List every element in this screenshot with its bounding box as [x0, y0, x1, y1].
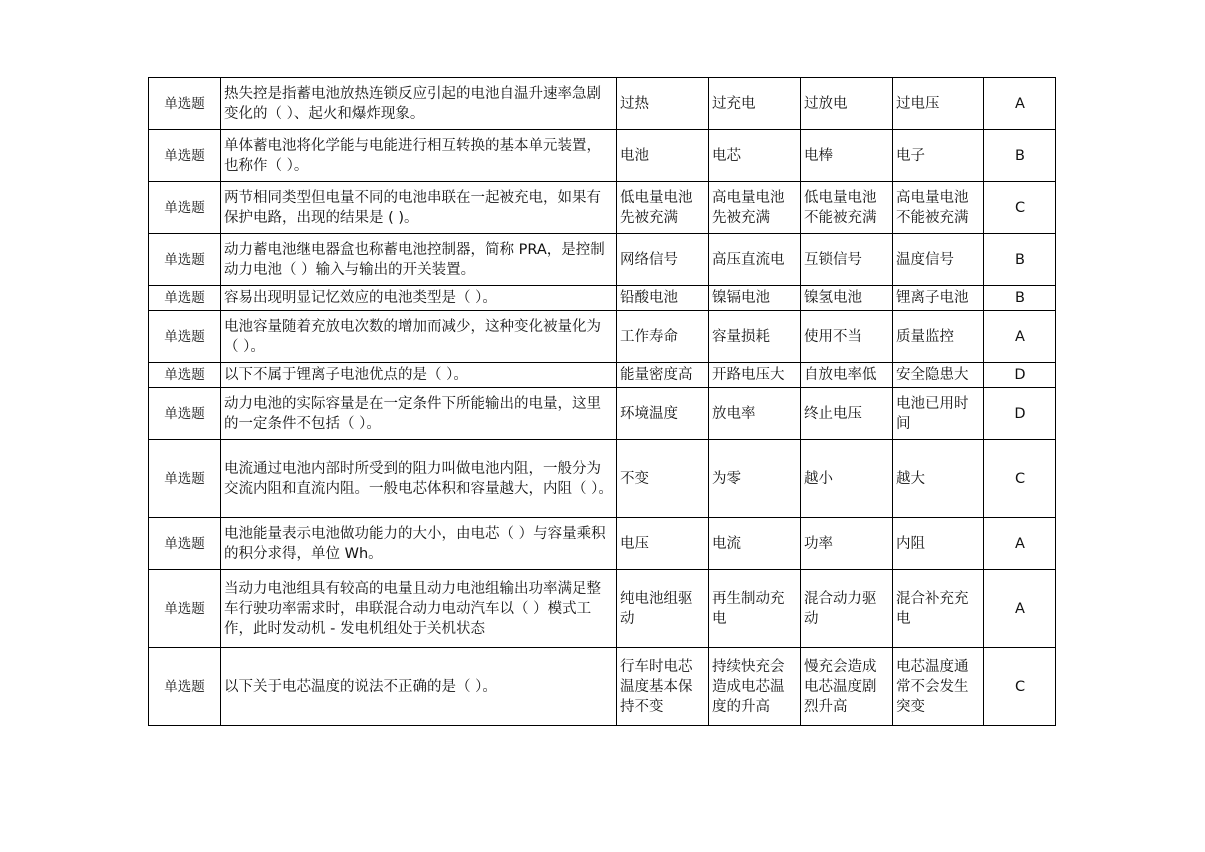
option-c-cell: 自放电率低	[801, 363, 893, 388]
option-c-cell: 互锁信号	[801, 234, 893, 286]
option-b-cell: 开路电压大	[709, 363, 801, 388]
option-d-cell: 质量监控	[893, 311, 984, 363]
table-row	[149, 286, 1056, 311]
option-d-cell: 电芯温度通常不会发生突变	[893, 648, 984, 726]
option-a-cell: 行车时电芯温度基本保持不变	[617, 648, 709, 726]
question-text-cell: 电池容量随着充放电次数的增加而减少，这种变化被量化为（ ）。	[221, 311, 617, 363]
table-row	[149, 648, 1056, 726]
option-c-cell: 使用不当	[801, 311, 893, 363]
option-b-cell: 为零	[709, 440, 801, 518]
question-type-cell: 单选题	[149, 440, 221, 518]
answer-cell: B	[984, 234, 1056, 286]
question-text-cell: 以下关于电芯温度的说法不正确的是（ ）。	[221, 648, 617, 726]
question-text-cell: 热失控是指蓄电池放热连锁反应引起的电池自温升速率急剧变化的（ ）、起火和爆炸现象。	[221, 78, 617, 130]
question-type-cell: 单选题	[149, 363, 221, 388]
option-a-cell: 网络信号	[617, 234, 709, 286]
option-b-cell: 过充电	[709, 78, 801, 130]
option-d-cell: 过电压	[893, 78, 984, 130]
table-row	[149, 182, 1056, 234]
option-b-cell: 高电量电池先被充满	[709, 182, 801, 234]
answer-cell: B	[984, 286, 1056, 311]
question-text-cell: 单体蓄电池将化学能与电能进行相互转换的基本单元装置，也称作（ ）。	[221, 130, 617, 182]
option-c-cell: 功率	[801, 518, 893, 570]
answer-cell: C	[984, 648, 1056, 726]
table-row	[149, 388, 1056, 440]
answer-cell: D	[984, 388, 1056, 440]
option-d-cell: 锂离子电池	[893, 286, 984, 311]
answer-cell: C	[984, 182, 1056, 234]
option-a-cell: 不变	[617, 440, 709, 518]
option-c-cell: 混合动力驱动	[801, 570, 893, 648]
table-row	[149, 363, 1056, 388]
question-type-cell: 单选题	[149, 570, 221, 648]
answer-cell: A	[984, 311, 1056, 363]
option-a-cell: 电池	[617, 130, 709, 182]
option-c-cell: 终止电压	[801, 388, 893, 440]
answer-cell: B	[984, 130, 1056, 182]
option-c-cell: 镍氢电池	[801, 286, 893, 311]
option-d-cell: 混合补充充电	[893, 570, 984, 648]
option-c-cell: 低电量电池不能被充满	[801, 182, 893, 234]
option-a-cell: 过热	[617, 78, 709, 130]
option-d-cell: 安全隐患大	[893, 363, 984, 388]
option-a-cell: 能量密度高	[617, 363, 709, 388]
option-a-cell: 电压	[617, 518, 709, 570]
option-c-cell: 过放电	[801, 78, 893, 130]
option-a-cell: 低电量电池先被充满	[617, 182, 709, 234]
option-d-cell: 高电量电池不能被充满	[893, 182, 984, 234]
option-b-cell: 电芯	[709, 130, 801, 182]
option-d-cell: 电子	[893, 130, 984, 182]
question-type-cell: 单选题	[149, 130, 221, 182]
answer-cell: A	[984, 570, 1056, 648]
answer-cell: A	[984, 518, 1056, 570]
question-type-cell: 单选题	[149, 388, 221, 440]
option-a-cell: 环境温度	[617, 388, 709, 440]
option-d-cell: 内阻	[893, 518, 984, 570]
table-row	[149, 234, 1056, 286]
question-text-cell: 两节相同类型但电量不同的电池串联在一起被充电，如果有保护电路，出现的结果是 ( )。	[221, 182, 617, 234]
option-b-cell: 容量损耗	[709, 311, 801, 363]
option-b-cell: 放电率	[709, 388, 801, 440]
option-d-cell: 越大	[893, 440, 984, 518]
question-type-cell: 单选题	[149, 286, 221, 311]
question-text-cell: 当动力电池组具有较高的电量且动力电池组输出功率满足整车行驶功率需求时，串联混合动力电动汽车以（ ）模式工作，此时发动机 - 发电机组处于关机状态	[221, 570, 617, 648]
table-row	[149, 440, 1056, 518]
option-a-cell: 纯电池组驱动	[617, 570, 709, 648]
table-row	[149, 570, 1056, 648]
option-a-cell: 工作寿命	[617, 311, 709, 363]
question-text-cell: 以下不属于锂离子电池优点的是（ ）。	[221, 363, 617, 388]
option-b-cell: 镍镉电池	[709, 286, 801, 311]
question-type-cell: 单选题	[149, 648, 221, 726]
answer-cell: C	[984, 440, 1056, 518]
option-c-cell: 慢充会造成电芯温度剧烈升高	[801, 648, 893, 726]
answer-cell: A	[984, 78, 1056, 130]
option-b-cell: 电流	[709, 518, 801, 570]
option-d-cell: 电池已用时间	[893, 388, 984, 440]
option-b-cell: 高压直流电	[709, 234, 801, 286]
option-b-cell: 再生制动充电	[709, 570, 801, 648]
question-type-cell: 单选题	[149, 78, 221, 130]
question-text-cell: 动力电池的实际容量是在一定条件下所能输出的电量，这里的一定条件不包括（ ）。	[221, 388, 617, 440]
option-c-cell: 越小	[801, 440, 893, 518]
option-c-cell: 电棒	[801, 130, 893, 182]
question-type-cell: 单选题	[149, 234, 221, 286]
table-row	[149, 311, 1056, 363]
option-d-cell: 温度信号	[893, 234, 984, 286]
question-type-cell: 单选题	[149, 518, 221, 570]
question-text-cell: 动力蓄电池继电器盒也称蓄电池控制器，简称 PRA，是控制动力电池（ ）输入与输出的开关装置。	[221, 234, 617, 286]
question-type-cell: 单选题	[149, 311, 221, 363]
option-b-cell: 持续快充会造成电芯温度的升高	[709, 648, 801, 726]
table-row	[149, 78, 1056, 130]
table-row	[149, 518, 1056, 570]
question-text-cell: 电流通过电池内部时所受到的阻力叫做电池内阻，一般分为交流内阻和直流内阻。一般电芯体积和容量越大，内阻（ ）。	[221, 440, 617, 518]
answer-cell: D	[984, 363, 1056, 388]
question-text-cell: 容易出现明显记忆效应的电池类型是（ ）。	[221, 286, 617, 311]
table-row	[149, 130, 1056, 182]
question-table	[148, 77, 1056, 726]
question-text-cell: 电池能量表示电池做功能力的大小，由电芯（ ）与容量乘积的积分求得，单位 Wh。	[221, 518, 617, 570]
question-type-cell: 单选题	[149, 182, 221, 234]
option-a-cell: 铅酸电池	[617, 286, 709, 311]
